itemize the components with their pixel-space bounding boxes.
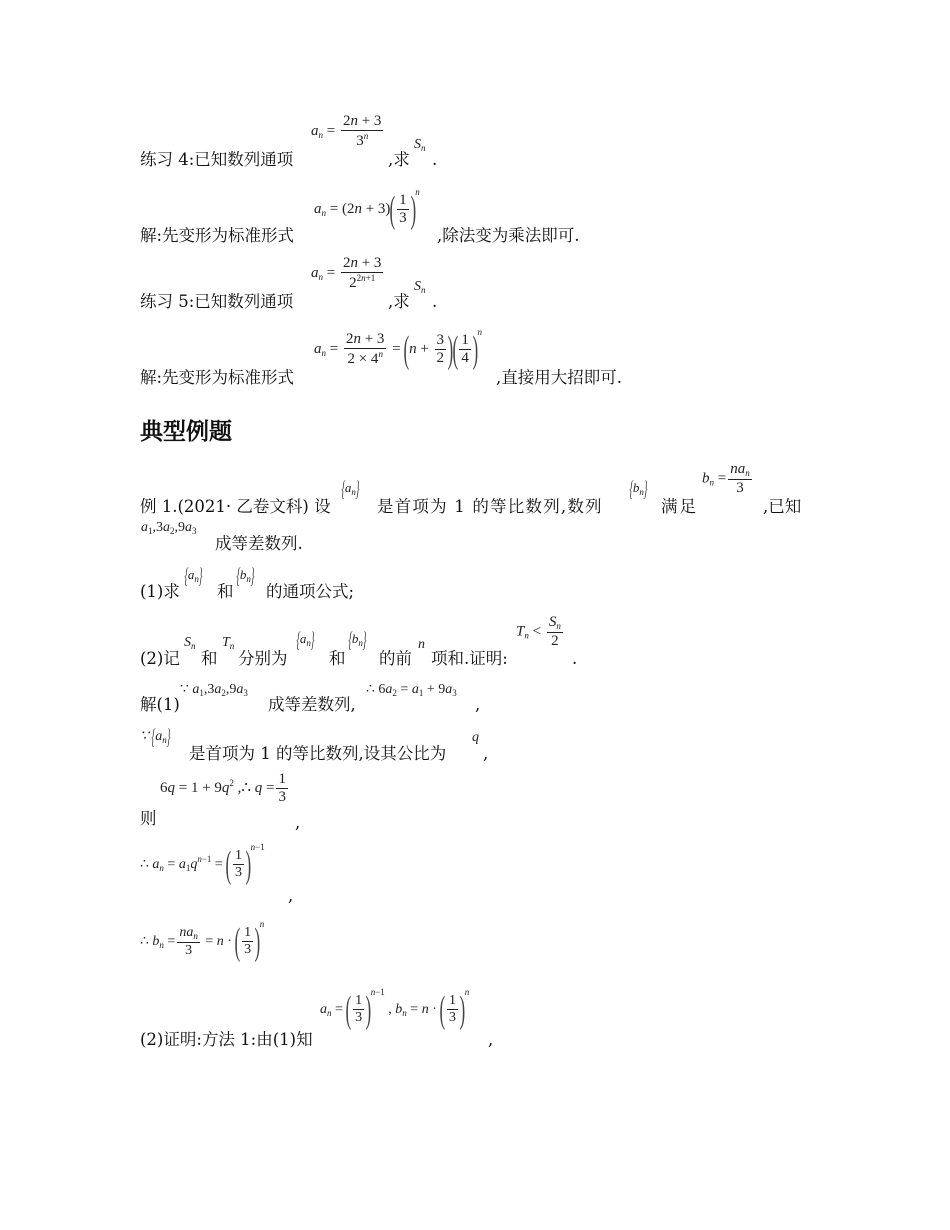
example1-text-3: ,已知 [763, 497, 802, 516]
sol3-end: , [295, 813, 301, 832]
example1-text-2: 满足 [661, 497, 698, 516]
sn-1: $S_n$ [184, 635, 196, 651]
a-terms-1: $a_1,3a_2,9a_3$ [141, 520, 197, 536]
sol1-b: 成等差数列, [268, 695, 356, 714]
example1-intro: 例 1.(2021· 乙卷文科) 设 [140, 497, 331, 516]
q2-a: (2)记 [140, 649, 180, 668]
ex5-period: . [432, 292, 438, 311]
example1-text-1: 是首项为 1 的等比数列,数列 [377, 497, 603, 516]
seq-an-3: $\{a_n\}$ [296, 627, 315, 652]
sol2-end: , [483, 744, 489, 763]
ex5-label: 练习 5:已知数列通项 [140, 292, 294, 311]
ex4-label: 练习 4:已知数列通项 [140, 150, 294, 169]
ex5-solution-tail: ,直接用大招即可. [496, 368, 622, 387]
ex4-sn: $S_n$ [414, 137, 426, 153]
ex5-sn: $S_n$ [414, 279, 426, 295]
an-end: , [288, 886, 294, 905]
ex5-solution-formula: $a_n$ = $\frac{2n + 3}{2 \times 4^n}$ = (n + $\frac{3}{2}$ )( $\frac{1}{4}$ )$^n$ [314, 327, 482, 371]
ex5-formula: $a_n$ = $\frac{2n + 3}{2^{2n+1}}$ [311, 255, 382, 291]
ex4-tail: ,求 [388, 150, 410, 169]
q2-g: . [572, 649, 578, 668]
part2-formula: $a_n$ = ( $\frac{1}{3}$ )$^{n-1}$ , $b_n = n$ · ( $\frac{1}{3}$ )$^n$ [320, 987, 470, 1031]
q2-c: 分别为 [238, 649, 288, 668]
q2-f: 项和.证明: [431, 649, 508, 668]
sol1-because: ∵ $a_1,3a_2,9a_3$ [180, 682, 248, 698]
ex5-solution-label: 解:先变形为标准形式 [140, 368, 295, 387]
an-formula: ∴ $a_n = a_1q^{n-1}$ = ( $\frac{1}{3}$ )$^{n-1}$ [140, 842, 265, 886]
example1-text-4: 成等差数列. [215, 534, 303, 553]
seq-an-2: $\{a_n\}$ [184, 563, 203, 588]
ex4-solution-tail: ,除法变为乘法即可. [437, 226, 580, 245]
inequality: $T_n$ < $\frac{S_n}{2}$ [516, 614, 561, 649]
bn-definition: $b_n$ = $\frac{na_n}{3}$ [702, 461, 750, 496]
sol2-text: 是首项为 1 的等比数列,设其公比为 [189, 744, 447, 763]
q2-e: 的前 [379, 649, 412, 668]
q1-a: (1)求 [140, 582, 180, 601]
section-heading: 典型例题 [140, 419, 232, 445]
sol1-c: , [475, 695, 481, 714]
sol2-because: ∵ $\{a_n\}$ [140, 724, 171, 749]
ex4-formula: $a_n$ = $\frac{2n + 3}{3^n}$ [311, 113, 382, 149]
sol3-formula: $6q = 1 + 9q^2$ ,∴ q = $\frac{1}{3}$ [160, 771, 286, 805]
n-var: n [418, 637, 425, 652]
ex4-period: . [432, 150, 438, 169]
bn-formula: ∴ $b_n$ = $\frac{na_n}{3}$ = n · ( $\frac{1}{3}$ )$^n$ [140, 919, 265, 963]
sol1-a: 解(1) [140, 695, 180, 714]
sol1-eq: ∴ $6a_2 = a_1 + 9a_3$ [366, 682, 457, 698]
q1-b: 和 [217, 582, 234, 601]
ex4-solution-formula: $a_n = (2n + 3)$( $\frac{1}{3}$ )$^n$ [314, 187, 420, 231]
q2-d: 和 [329, 649, 346, 668]
q2-b: 和 [201, 649, 218, 668]
q-var: q [472, 730, 479, 745]
ex4-solution-label: 解:先变形为标准形式 [140, 226, 295, 245]
part2-label: (2)证明:方法 1:由(1)知 [140, 1030, 313, 1049]
seq-bn-3: $\{b_n\}$ [348, 627, 367, 652]
sol3-label: 则 [140, 809, 157, 828]
part2-end: , [488, 1030, 494, 1049]
tn-1: $T_n$ [222, 635, 235, 651]
seq-bn-2: $\{b_n\}$ [236, 563, 255, 588]
seq-bn-1: $\{b_n\}$ [629, 476, 648, 501]
seq-an-1: $\{a_n\}$ [341, 476, 360, 501]
ex5-tail: ,求 [388, 292, 410, 311]
q1-c: 的通项公式; [266, 582, 355, 601]
